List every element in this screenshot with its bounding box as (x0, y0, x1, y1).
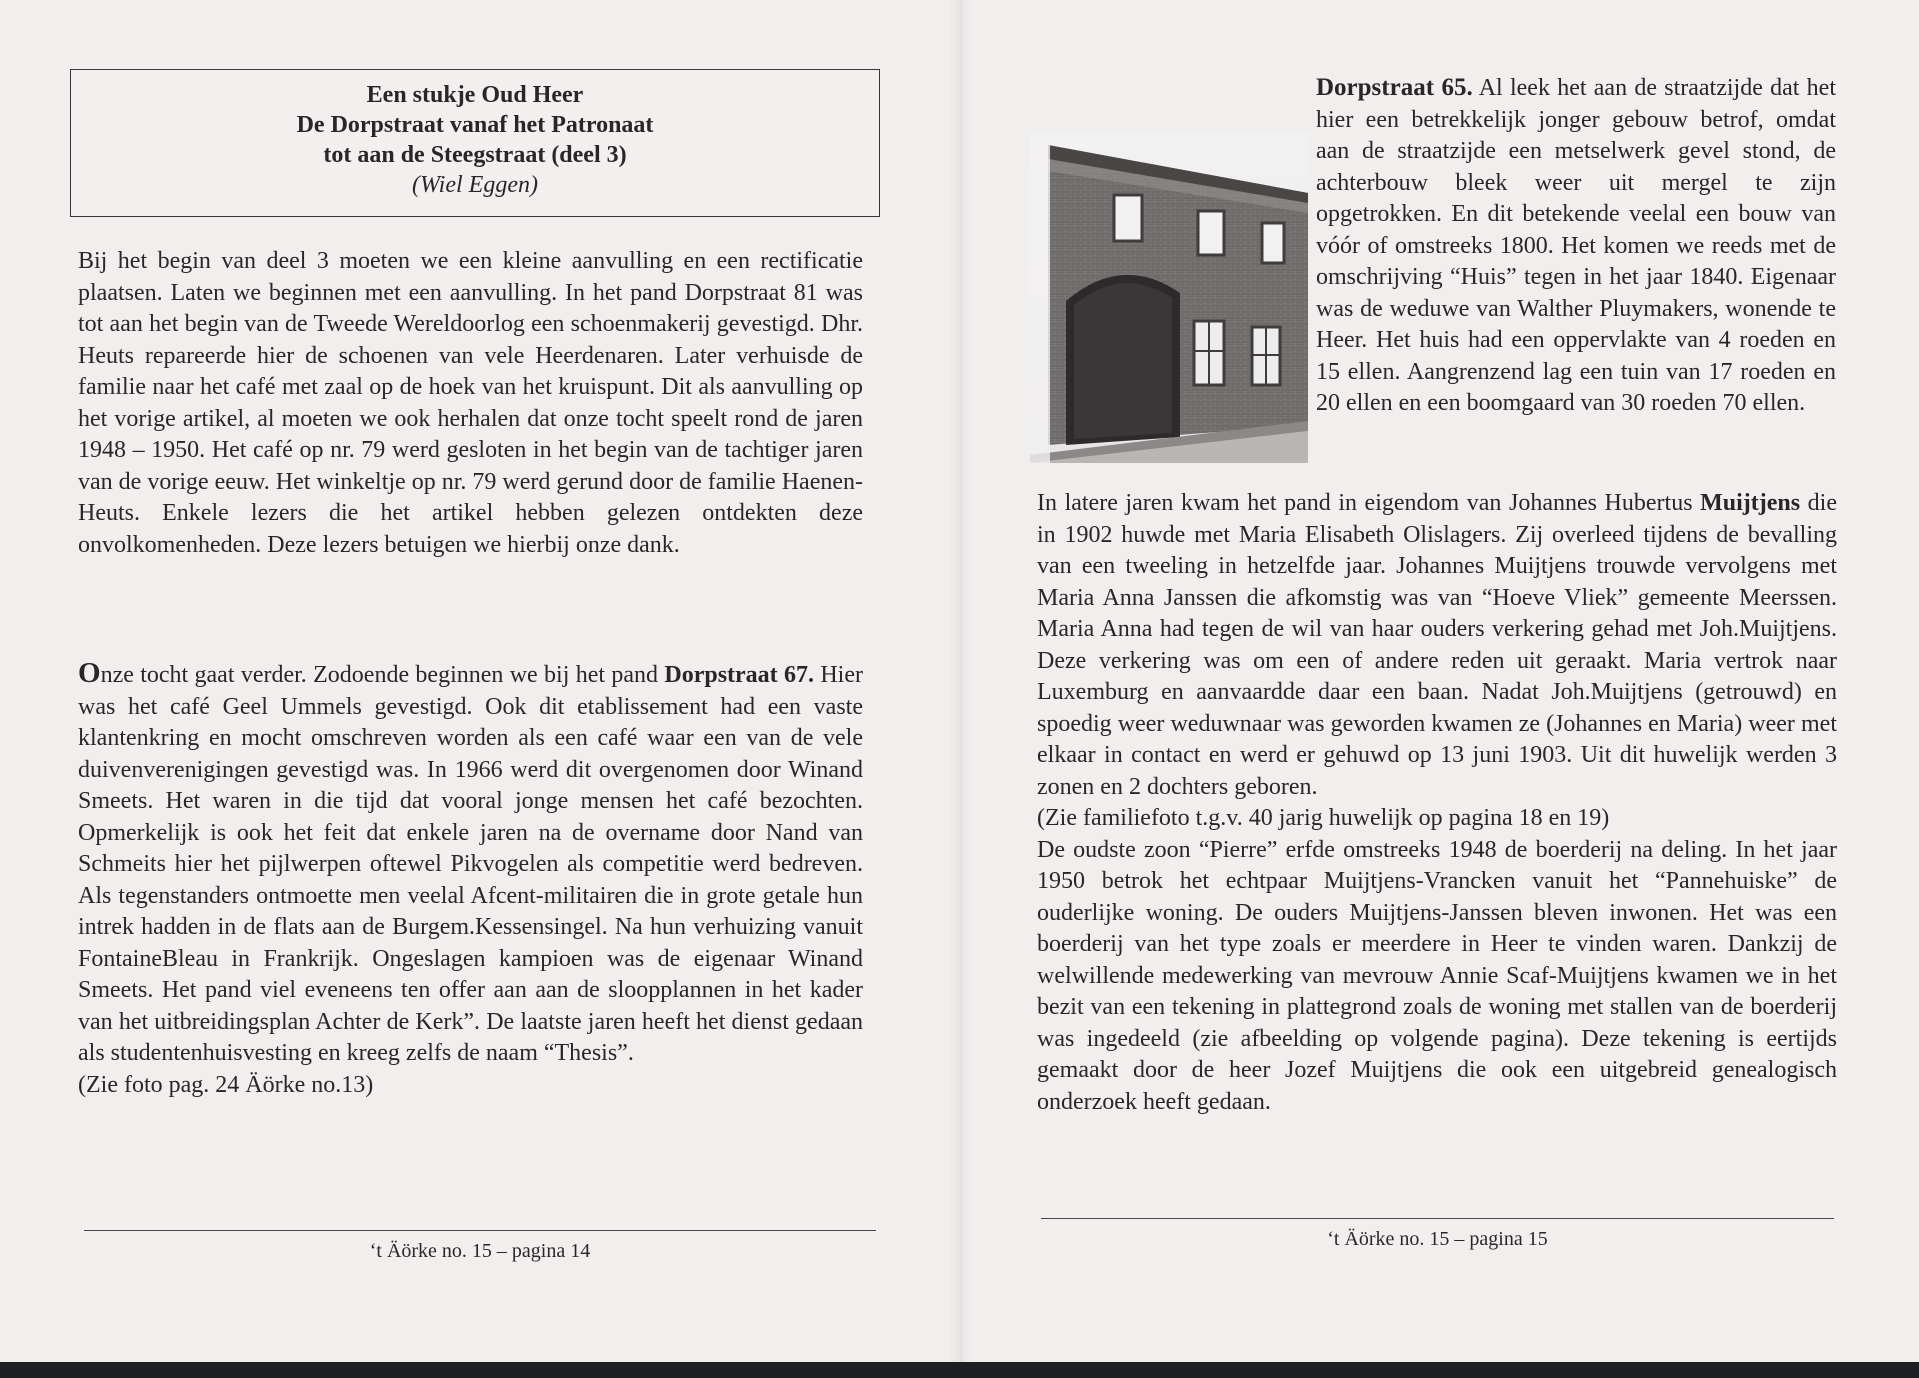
title-line-1: Een stukje Oud Heer (366, 82, 584, 108)
title-box (70, 69, 880, 217)
address-bold: Dorpstraat 67. (664, 662, 815, 688)
page-gutter (948, 0, 974, 1378)
title-line-3: tot aan de Steegstraat (deel 3) (323, 142, 627, 168)
name-bold: Muijtjens (1700, 490, 1801, 516)
page-footer: ‘t Äörke no. 15 – pagina 14 (369, 1240, 591, 1262)
right-body (1037, 488, 1837, 1118)
left-paragraph-1 (78, 246, 863, 561)
footer-rule (84, 1230, 876, 1231)
house-photo (1030, 133, 1308, 463)
paragraph-intro: In latere jaren kwam het pand in eigendom van Johannes Hubertus (1037, 490, 1701, 516)
photo-reference: (Zie familiefoto t.g.v. 40 jarig huwelijk op pagina 18 en 19) (1037, 805, 1610, 831)
footer-rule (1041, 1218, 1834, 1219)
right-heading-paragraph (1316, 72, 1836, 420)
dropcap: O (78, 657, 101, 689)
photo-reference: (Zie foto pag. 24 Äörke no.13) (78, 1071, 374, 1098)
paragraph-intro: nze tocht gaat verder. Zodoende beginnen we bij het pand (100, 662, 665, 688)
paragraph-body: Al leek het aan de straatzijde dat het hier een betrekkelijk jonger gebouw betrof, omdat aan de straatzijde een metselwerk gevel stond, de achterbouw bleek weer uit mergel te zijn opgetrokken. En dit betekende veelal een bouw van vóór of omstreeks 1800. Het komen we reeds met de omschrijving “Huis” tegen in het jaar 1840. Eigenaar was de weduwe van Walther Pluymakers, wonende te Heer. Het huis had een oppervlakte van 4 roeden en 15 ellen. Aangrenzend lag een tuin van 17 roeden en 20 ellen en een boomgaard van 30 roeden 70 ellen. (1316, 75, 1837, 416)
paragraph-text (1316, 72, 1836, 420)
paragraph-text-2: De oudste zoon “Pierre” erfde omstreeks 1948 de boerderij na deling. In het jaar 1950 betrok het echtpaar Muijtjens-Vrancken vanuit het “Pannehuiske” de ouderlijke woning. De ouders Muijtjens-Janssen bleven inwonen. Het was een boerderij van het type zoals er meerdere in Heer te vinden waren. Dankzij de welwillende medewerking van mevrouw Annie Scaf-Muijtjens kwamen we in het bezit van een tekening in plattegrond zoals de woning met stallen van de boerderij was ingedeeld (zie afbeelding op volgende pagina). Deze tekening is eertijds gemaakt door de heer Jozef Muijtjens die ook een uitgebreid genealogisch onderzoek heeft gedaan. (1037, 836, 1837, 1115)
author: (Wiel Eggen) (412, 172, 538, 198)
paragraph-text: Bij het begin van deel 3 moeten we een kleine aanvulling en een rectificatie plaatsen. Laten we beginnen met een aanvulling. In het pand Dorpstraat 81 was tot aan het begin van de Tweede Wereldoorlog een schoenmakerij gevestigd. Dhr. Heuts repareerde hier de schoenen van vele Heerdenaren. Later verhuisde de familie naar het café met zaal op de hoek van het kruispunt. Dit als aanvulling op het vorige artikel, al moeten we ook herhalen dat onze tocht speelt rond de jaren 1948 – 1950. Het café op nr. 79 werd gesloten in het begin van de tachtiger jaren van de vorige eeuw. Het winkeltje op nr. 79 werd gerund door de familie Haenen-Heuts. Enkele lezers die het artikel hebben gelezen ontdekten deze onvolkomenheden. Deze lezers betuigen we hierbij onze dank. (78, 248, 863, 558)
left-paragraph-2 (78, 658, 863, 1101)
paragraph-text (1037, 488, 1837, 803)
page-footer: ‘t Äörke no. 15 – pagina 15 (1327, 1228, 1548, 1250)
title-line-2: De Dorpstraat vanaf het Patronaat (296, 112, 654, 138)
paragraph-body: Hier was het café Geel Ummels gevestigd. Ook dit etablissement had een vaste klantenkring en mocht omschreven worden als een café waar een van de vele duivenverenigingen gevestigd was. In 1966 werd dit overgenomen door Winand Smeets. Het waren in die tijd dat vooral jonge mensen het café bezochten. Opmerkelijk is ook het feit dat enkele jaren na de overname door Nand van Schmeits hier het pijlwerpen oftewel Pikvogelen als competitie werd bedreven. Als tegenstanders ontmoette men veelal Afcent-militairen die in grote getale hun intrek hadden in de flats aan de Burgem.Kessensingel. Na hun verhuizing vanuit FontaineBleau in Frankrijk. Ongeslagen kampioen was de eigenaar Winand Smeets. Het pand viel eveneens ten offer aan aan de sloopplannen in het kader van het uitbreidingsplan Achter de Kerk”. De laatste jaren heeft het dienst gedaan als studentenhuisvesting en kreeg zelfs de naam “Thesis”. (78, 662, 863, 1066)
paragraph-body: die in 1902 huwde met Maria Elisabeth Olislagers. Zij overleed tijdens de bevalling van een tweeling in hetzelfde jaar. Johannes Muijtjens trouwde vervolgens met Maria Anna Janssen die afkomstig was van “Hoeve Vliek” gemeente Meerssen. Maria Anna had tegen de wil van haar ouders verkering gehad met Joh.Muijtjens. Deze verkering was om een of andere reden uit geraakt. Maria vertrok naar Luxemburg en aanvaardde daar een baan. Nadat Joh.Muijtjens (getrouwd) en spoedig weer weduwnaar was geworden kwamen ze (Johannes en Maria) weer met elkaar in contact en werd er gehuwd op 13 juni 1903. Uit dit huwelijk werden 3 zonen en 2 dochters geboren. (1037, 490, 1838, 800)
paragraph-text (78, 658, 863, 1070)
address-bold: Dorpstraat 65. (1316, 74, 1473, 101)
scan-edge (0, 1362, 1919, 1378)
